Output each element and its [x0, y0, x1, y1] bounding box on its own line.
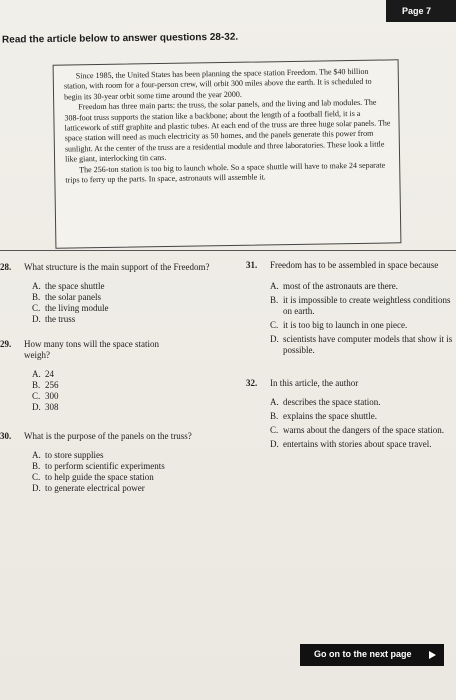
answer-option-a[interactable]: A. most of the astronauts are there. — [270, 281, 398, 291]
question-31 — [246, 260, 456, 356]
article-paragraph-3: The 256-ton station is too big to launch whole. So a space shuttle will have to make 24 separate trips to ferry up the parts. In space, astronauts will assemble it. — [65, 160, 386, 185]
question-text: How many tons will the space station weigh? — [24, 339, 159, 360]
next-page-label: Go on to the next page — [314, 649, 412, 659]
answer-option-b[interactable]: B. explains the space shuttle. — [270, 411, 377, 421]
question-text: In this article, the author — [270, 378, 359, 388]
article-passage — [53, 59, 402, 248]
question-32 — [246, 378, 456, 450]
answer-option-d[interactable]: D. entertains with stories about space travel. — [270, 439, 432, 449]
answer-options — [32, 281, 230, 325]
answer-option-d[interactable]: D. to generate electrical power — [32, 483, 145, 493]
answer-option-b[interactable]: B. the solar panels — [32, 292, 101, 302]
next-page-button[interactable] — [300, 644, 444, 666]
answer-option-d[interactable]: D. the truss — [32, 314, 76, 324]
answer-option-c[interactable]: C. 300 — [32, 391, 59, 401]
article-paragraph-2: Freedom has three main parts: the truss, the solar panels, and the living and lab modules. The 308-foot truss supports the station like a backbone; about the length of a football field, it is a latticework of stiff graphite and plastic tubes. At each end of the truss are three huge solar panels. The space station will need as much electricity as 50 homes, and the panels generate this power from sunlight. At the center of the truss are a residential module and three laboratories. These look a little like giant, interlocking tin cans. — [64, 97, 391, 164]
questions-right-column — [246, 258, 456, 453]
answer-option-b[interactable]: B. it is impossible to create weightless conditions on earth. — [270, 295, 451, 316]
answer-option-d[interactable]: D. scientists have computer models that show it is possible. — [270, 334, 453, 355]
answer-option-a[interactable]: A. the space shuttle — [32, 281, 105, 291]
question-28 — [0, 262, 230, 325]
page-number-label: Page 7 — [402, 6, 432, 16]
answer-option-a[interactable]: A. describes the space station. — [270, 397, 381, 407]
question-number: 31. — [246, 260, 258, 270]
answer-option-b[interactable]: B. 256 — [32, 380, 59, 390]
question-30 — [0, 431, 230, 494]
question-number: 29. — [0, 339, 12, 349]
question-text: Freedom has to be assembled in space because — [270, 260, 439, 270]
answer-option-c[interactable]: C. the living module — [32, 303, 109, 313]
answer-options — [32, 450, 230, 494]
answer-options — [32, 369, 230, 413]
question-number: 32. — [246, 378, 258, 388]
section-divider — [0, 250, 456, 251]
question-29 — [0, 339, 230, 413]
instruction-heading: Read the article below to answer questions 28-32. — [1, 31, 239, 46]
answer-option-c[interactable]: C. it is too big to launch in one piece. — [270, 320, 408, 330]
answer-option-b[interactable]: B. to perform scientific experiments — [32, 461, 165, 471]
answer-option-a[interactable]: A. 24 — [32, 369, 54, 379]
answer-option-c[interactable]: C. to help guide the space station — [32, 472, 154, 482]
arrow-right-icon — [429, 651, 436, 659]
questions-left-column — [0, 258, 230, 494]
question-number: 28. — [0, 262, 12, 272]
question-number: 30. — [0, 431, 12, 441]
answer-options — [270, 281, 456, 356]
question-text: What structure is the main support of the Freedom? — [24, 262, 210, 272]
article-paragraph-1: Since 1985, the United States has been planning the space station Freedom. The $40 billion station, with room for a four-person crew, will orbit 300 miles above the earth. It is scheduled to begin its 30-year orbit some time around the year 2000. — [63, 66, 372, 102]
question-text: What is the purpose of the panels on the truss? — [24, 431, 192, 441]
answer-option-c[interactable]: C. warns about the dangers of the space station. — [270, 425, 444, 435]
answer-options — [270, 397, 456, 450]
answer-option-d[interactable]: D. 308 — [32, 402, 59, 412]
answer-option-a[interactable]: A. to store supplies — [32, 450, 104, 460]
page-number-tab — [386, 0, 456, 22]
